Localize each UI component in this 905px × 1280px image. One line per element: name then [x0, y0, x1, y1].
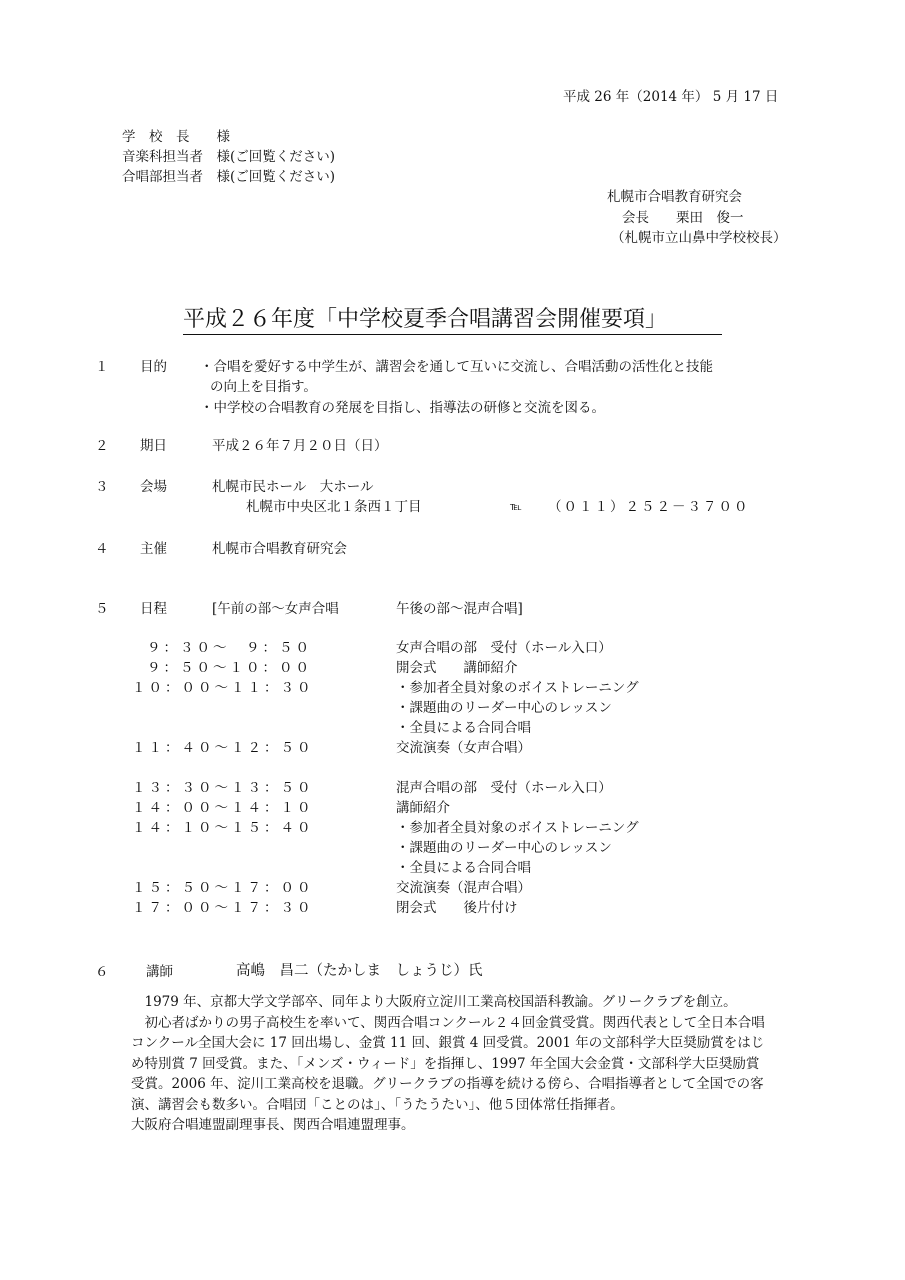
purpose-line-2: の向上を目指す。	[210, 379, 317, 395]
purpose-line-1: ・合唱を愛好する中学生が、講習会を通して互いに交流し、合唱活動の活性化と技能	[200, 359, 713, 375]
schedule-desc: 閉会式 後片付け	[396, 900, 518, 916]
schedule-desc: 混声合唱の部 受付（ホール入口）	[396, 780, 612, 796]
bio-paragraph: 大阪府合唱連盟副理事長、関西合唱連盟理事。	[131, 1117, 415, 1133]
venue-address: 札幌市中央区北１条西１丁目	[246, 499, 422, 515]
venue-tel: （０１１）２５２－３７００	[548, 499, 750, 515]
schedule-header-pm: 午後の部～混声合唱]	[396, 601, 523, 617]
schedule-desc: 交流演奏（女声合唱）	[396, 740, 531, 756]
section-label-purpose: 目的	[140, 359, 167, 375]
schedule-time: １５：５０～１７：００	[132, 880, 314, 896]
lecturer-name: 高嶋 昌二（たかしま しょうじ）氏	[236, 963, 483, 979]
tel-label: ℡	[510, 500, 522, 513]
sender-chair: 会長 栗田 俊一	[622, 210, 744, 226]
section-number-venue: ３	[95, 479, 109, 495]
section-label-host: 主催	[140, 541, 167, 557]
schedule-time: １３：３０～１３：５０	[132, 780, 314, 796]
section-number-host: ４	[95, 541, 109, 557]
schedule-desc: 交流演奏（混声合唱）	[396, 880, 531, 896]
sender-affiliation: （札幌市立山鼻中学校校長）	[611, 230, 787, 246]
schedule-time: １４：１０～１５：４０	[132, 820, 314, 836]
schedule-desc: 女声合唱の部 受付（ホール入口）	[396, 640, 612, 656]
schedule-time: １７：００～１７：３０	[132, 900, 314, 916]
schedule-desc: ・参加者全員対象のボイストレーニング	[396, 820, 639, 836]
schedule-desc: 講師紹介	[396, 800, 450, 816]
section-number-lecturer: ６	[95, 964, 109, 980]
schedule-time: １４：００～１４：１０	[132, 800, 314, 816]
recipient-music-teacher: 音楽科担当者 様(ご回覧ください)	[122, 149, 336, 165]
recipient-principal: 学 校 長 様	[122, 129, 230, 145]
schedule-time: ９：５０～１０：００	[147, 660, 312, 676]
section-label-venue: 会場	[140, 479, 167, 495]
schedule-header-am: [午前の部～女声合唱	[212, 601, 339, 617]
schedule-desc: ・参加者全員対象のボイストレーニング	[396, 680, 639, 696]
section-label-schedule: 日程	[140, 601, 167, 617]
schedule-desc: ・全員による合同合唱	[396, 720, 531, 736]
title-underline	[183, 334, 722, 335]
section-number-date: ２	[95, 438, 109, 454]
purpose-line-3: ・中学校の合唱教育の発展を目指し、指導法の研修と交流を図る。	[200, 400, 605, 416]
schedule-time: １０：００～１１：３０	[132, 680, 314, 696]
schedule-desc: ・課題曲のリーダー中心のレッスン	[396, 700, 612, 716]
schedule-desc: ・課題曲のリーダー中心のレッスン	[396, 840, 612, 856]
schedule-desc: ・全員による合同合唱	[396, 860, 531, 876]
section-label-date: 期日	[140, 438, 167, 454]
page-title: 平成２６年度「中学校夏季合唱講習会開催要項」	[183, 307, 668, 332]
bio-paragraph: 初心者ばかりの男子高校生を率いて、関西合唱コンクール２４回金賞受賞。関西代表として全日本合唱コンクール全国大会に 17 回出場し、金賞 11 回、銀賞 4 回受賞。2001 年の文部科学大臣奨励賞をはじめ特別賞 7 回受賞。また、「メンズ・ウィード」を指揮し、1997 年全国大会金賞・文部科学大臣奨励賞受賞。2006 年、淀川工業高校を退職。グリークラブの指導を続ける傍ら、合唱指導者として全国での客演、講習会も数多い。合唱団「ことのは」、「うたうたい」、他５団体常任指揮者。	[131, 1014, 765, 1113]
section-number-purpose: １	[95, 359, 109, 375]
schedule-time: ９：３０～ ９：５０	[147, 640, 312, 656]
host-name: 札幌市合唱教育研究会	[212, 541, 347, 557]
sender-org: 札幌市合唱教育研究会	[607, 189, 742, 205]
recipient-choir-teacher: 合唱部担当者 様(ご回覧ください)	[122, 169, 336, 185]
lecturer-bio	[131, 992, 771, 1136]
schedule-time: １１：４０～１２：５０	[132, 740, 314, 756]
section-label-lecturer: 講師	[146, 964, 173, 980]
schedule-desc: 開会式 講師紹介	[396, 660, 518, 676]
section-number-schedule: ５	[95, 601, 109, 617]
bio-paragraph: 1979 年、京都大学文学部卒、同年より大阪府立淀川工業高校国語科教諭。グリークラブを創立。	[144, 994, 737, 1010]
venue-name: 札幌市民ホール 大ホール	[212, 479, 374, 495]
document-date: 平成 26 年（2014 年） 5 月 17 日	[563, 89, 779, 105]
event-date: 平成２６年７月２０日（日）	[212, 438, 388, 454]
